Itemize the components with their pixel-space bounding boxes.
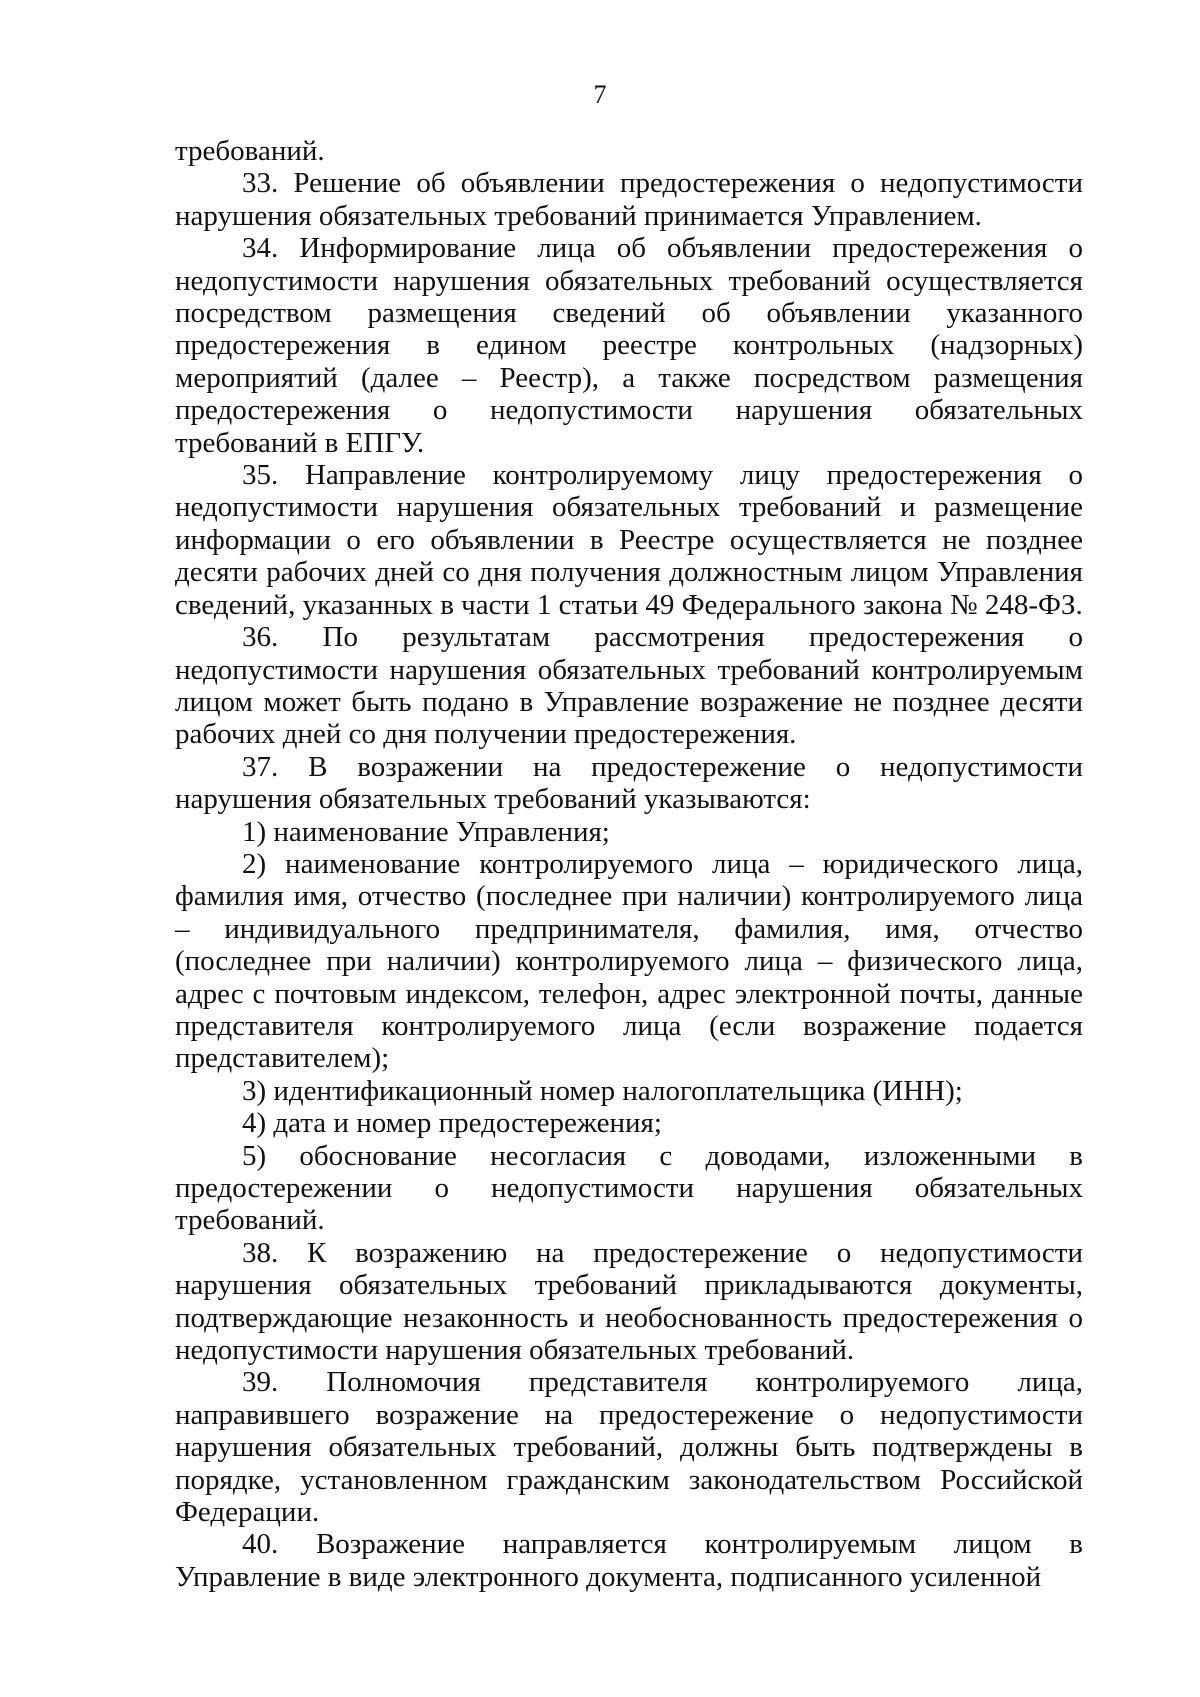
paragraph-33: 33. Решение об объявлении предостережения о недопустимости нарушения обязательных требований принимается Управлением. <box>175 167 1083 232</box>
paragraph-34: 34. Информирование лица об объявлении предостережения о недопустимости нарушения обязательных требований осуществляется посредством размещения сведений об объявлении указанного предостережения в едином реестре контрольных (надзорных) мероприятий (далее – Реестр), а также посредством размещения предостережения о недопустимости нарушения обязательных требований в ЕПГУ. <box>175 232 1083 459</box>
paragraph-40: 40. Возражение направляется контролируемым лицом в Управление в виде электронного документа, подписанного усиленной <box>175 1528 1083 1593</box>
paragraph-35: 35. Направление контролируемому лицу предостережения о недопустимости нарушения обязательных требований и размещение информации о его объявлении в Реестре осуществляется не позднее десяти рабочих дней со дня получения должностным лицом Управления сведений, указанных в части 1 статьи 49 Федерального закона № 248-ФЗ. <box>175 459 1083 621</box>
paragraph-37: 37. В возражении на предостережение о недопустимости нарушения обязательных требований указываются: <box>175 750 1083 816</box>
paragraph-continuation: требований. <box>175 135 325 167</box>
page-number: 7 <box>593 80 607 109</box>
list-item-5: 5) обоснование несогласия с доводами, изложенными в предостережении о недопустимости нарушения обязательных требований. <box>175 1139 1083 1237</box>
list-item-4: 4) дата и номер предостережения; <box>242 1107 662 1140</box>
paragraph-38: 38. К возражению на предостережение о недопустимости нарушения обязательных требований прикладываются документы, подтверждающие незаконность и необоснованность предостережения о недопустимости нарушения обязательных требований. <box>175 1236 1083 1367</box>
paragraph-36: 36. По результатам рассмотрения предостережения о недопустимости нарушения обязательных требований контролируемым лицом может быть подано в Управление возражение не позднее десяти рабочих дней со дня получении предостережения. <box>175 621 1083 751</box>
list-item-3: 3) идентификационный номер налогоплательщика (ИНН); <box>242 1074 963 1107</box>
paragraph-39: 39. Полномочия представителя контролируемого лица, направившего возражение на предостережение о недопустимости нарушения обязательных требований, должны быть подтверждены в порядке, установленном гражданским законодательством Российской Федерации. <box>175 1366 1083 1529</box>
document-body <box>175 135 1083 1593</box>
list-item-1: 1) наименование Управления; <box>242 815 610 848</box>
list-item-2: 2) наименование контролируемого лица – юридического лица, фамилия имя, отчество (последнее при наличии) контролируемого лица – индивидуального предпринимателя, фамилия, имя, отчество (последнее при наличии) контролируемого лица – физического лица, адрес с почтовым индексом, телефон, адрес электронной почты, данные представителя контролируемого лица (если возражение подается представителем); <box>175 847 1083 1075</box>
